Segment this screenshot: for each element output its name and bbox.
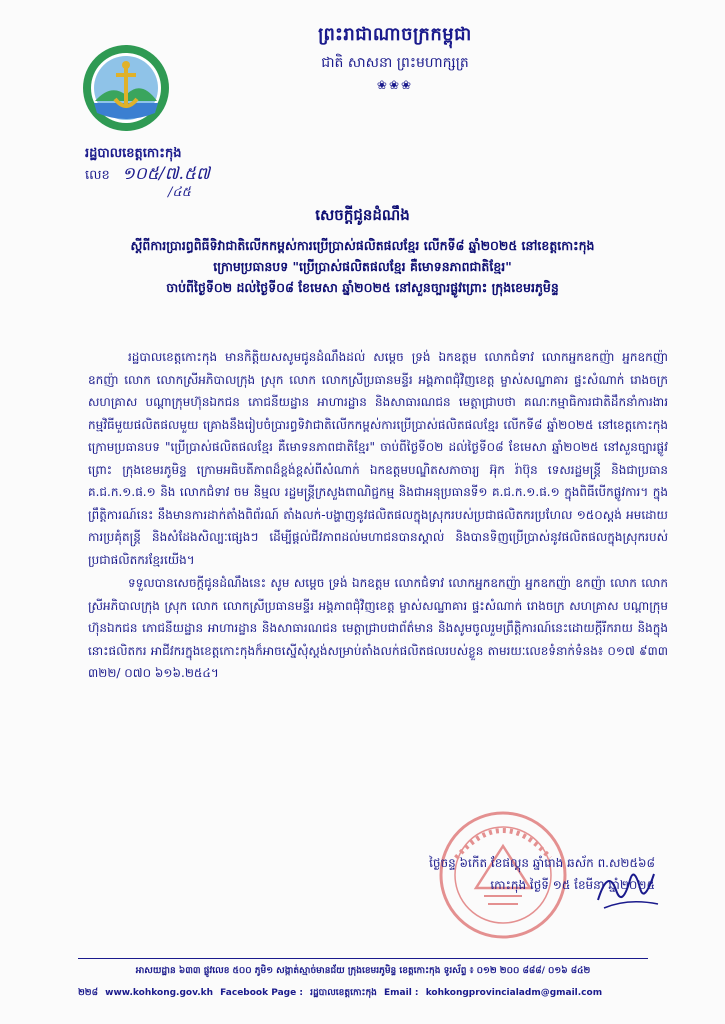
solar-date: កោះកុង ថ្ងៃទី ១៥ ខែមីនា ឆ្នាំ២០២៥ [490, 878, 655, 892]
reference-subnumber: /៤៥ [168, 185, 191, 200]
announcement-title: សេចក្តីជូនដំណឹង [315, 206, 410, 224]
kingdom-title: ព្រះរាជាណាចក្រកម្ពុជា [318, 24, 472, 45]
reference-number-value: ១០៥/៧.៥៧ [121, 164, 210, 184]
footer-email-link[interactable]: kohkongprovincialadm@gmail.com [425, 988, 603, 998]
signature-icon [590, 860, 665, 920]
letter-footer [78, 958, 648, 1000]
footer-email-label: Email : [384, 988, 419, 998]
ornament-divider: ❀❀❀ [376, 78, 414, 92]
kingdom-motto: ជាតិ សាសនា ព្រះមហាក្សត្រ [321, 55, 469, 71]
footer-facebook-value[interactable]: រដ្ឋបាលខេត្តកោះកុង [310, 988, 377, 998]
administration-name: រដ្ឋបាលខេត្តកោះកុង [85, 146, 182, 161]
announcement-subject: ស្តីពីការប្រារព្ធពិធីទិវាជាតិលើកកម្ពស់ការប្រើប្រាស់ផលិតផលខ្មែរ លើកទី៨ ឆ្នាំ២០២៥ នៅខេត្តកោះកុង [130, 238, 595, 253]
footer-code: ២២៨ [78, 988, 98, 998]
announcement-heading [60, 206, 665, 296]
body-paragraph-1: រដ្ឋបាលខេត្តកោះកុង មានកិត្តិយសសូមជូនដំណឹងដល់ សម្តេច ទ្រង់ ឯកឧត្តម លោកជំទាវ លោកអ្នកឧកញ៉ា អ្នកឧកញ៉ា ឧកញ៉ា លោក លោកស្រីអភិបាលក្រុង ស្រុក លោក លោកស្រីប្រធានមន្ទីរ អង្គភាពជុំវិញខេត្ត ម្ចាស់សណ្ឋាគារ ផ្ទះសំណាក់ រោងចក្រ សហគ្រាស បណ្តាក្រុមហ៊ុនឯកជន ភោជនីយដ្ឋាន អាហារដ្ឋាន និងសាធារណជន មេត្តាជ្រាបថា គណៈកម្មាធិការជាតិដឹកនាំការងារកម្មវិធីមួយផលិតផលមួយ គ្រោងនឹងរៀបចំប្រារព្ធទិវាជាតិលើកកម្ពស់ការប្រើប្រាស់ផលិតផលខ្មែរ លើកទី៨ ឆ្នាំ២០២៥ នៅខេត្តកោះកុង ក្រោមប្រធានបទ "ប្រើប្រាស់ផលិតផលខ្មែរ គឺមោទនភាពជាតិខ្មែរ" ចាប់ពីថ្ងៃទី០២ ដល់ថ្ងៃទី០៨ ខែមេសា ឆ្នាំ២០២៥ នៅសួនច្បារផ្លូវព្រោះ ក្រុងខេមរភូមិន្ទ ក្រោមអធិបតីភាពដ៏ខ្ពង់ខ្ពស់ពីសំណាក់ ឯកឧត្តមបណ្ឌិតសភាចារ្យ អ៊ុក រ៉ាប៊ុន ទេសរដ្ឋមន្ត្រី និងជាប្រធាន គ.ជ.ក.១.ផ.១ និង លោកជំទាវ ចម និម្មល រដ្ឋមន្ត្រីក្រសួងពាណិជ្ជកម្ម និងជាអនុប្រធានទី១ គ.ជ.ក.១.ផ.១ ក្នុងពិធីបើកផ្លូវការ។ ក្នុងព្រឹត្តិការណ៍នេះ នឹងមានការដាក់តាំងពិព័រណ៍ តាំងលក់-បង្ហាញនូវផលិតផលក្នុងស្រុករបស់ប្រជាផលិតករប្រហែល ១៥០ស្តង់ អមដោយការប្រគុំតន្ត្រី និងសំដែងសិល្បៈផ្សេងៗ ដើម្បីផ្តល់ជីវភាពដល់មហាជនបានស្គាល់ និងបានទិញប្រើប្រាស់នូវផលិតផលក្នុងស្រុករបស់ប្រជាផលិតករខ្មែរយើង។ [88, 350, 668, 567]
reference-number [85, 163, 210, 188]
lunar-date: ថ្ងៃចន្ទ ៦កើត ខែផល្គុន ឆ្នាំរោង ឆស័ក ព.ស២៥៦៨ [429, 856, 655, 870]
announcement-body [88, 346, 668, 685]
reference-number-label: លេខ [85, 168, 110, 183]
footer-facebook-label: Facebook Page : [220, 988, 303, 998]
footer-website-link[interactable]: www.kohkong.gov.kh [105, 988, 214, 998]
footer-contacts [78, 987, 648, 1000]
footer-address: អាសយដ្ឋាន ៦៣៣ ផ្លូវលេខ ៥០០ ភូមិ១ សង្កាត់ស្មាច់មានជ័យ ក្រុងខេមរភូមិន្ទ ខេត្តកោះកុង ទូរស័ព្ទ ៖ ០១២ ២០០ ៨៨៨/ ០១៦ ៨៤២ [135, 966, 591, 976]
announcement-theme: ក្រោមប្រធានបទ "ប្រើប្រាស់ផលិតផលខ្មែរ គឺមោទនភាពជាតិខ្មែរ" [213, 259, 512, 274]
kingdom-header [270, 22, 520, 92]
announcement-period: ចាប់ពីថ្ងៃទី០២ ដល់ថ្ងៃទី០៨ ខែមេសា ឆ្នាំ២០២៥ នៅសួនច្បារផ្លូវព្រោះ ក្រុងខេមរភូមិន្ទ [166, 280, 559, 295]
provincial-seal-icon [81, 43, 171, 133]
body-paragraph-2: ទទួលបានសេចក្តីជូនដំណឹងនេះ សូម សម្តេច ទ្រង់ ឯកឧត្តម លោកជំទាវ លោកអ្នកឧកញ៉ា អ្នកឧកញ៉ា ឧកញ៉ា លោក លោកស្រីអភិបាលក្រុង ស្រុក លោក លោកស្រីប្រធានមន្ទីរ អង្គភាពជុំវិញខេត្ត ម្ចាស់សណ្ឋាគារ ផ្ទះសំណាក់ រោងចក្រ សហគ្រាស បណ្តាក្រុមហ៊ុនឯកជន ភោជនីយដ្ឋាន អាហារដ្ឋាន និងសាធារណជន មេត្តាជ្រាបជាព័ត៌មាន និងសូមចូលរួមព្រឹត្តិការណ៍នេះដោយក្តីរីករាយ និងក្នុងនោះផលិតករ អាជីវករក្នុងខេត្តកោះកុងក៏អាចស្នើសុំស្តង់សម្រាប់តាំងលក់ផលិតផលរបស់ខ្លួន តាមរយៈលេខទំនាក់ទំនង៖ ០១៧ ៩៣៣ ៣២២/ ០៧០ ៦១៦.២៥៤។ [88, 576, 668, 680]
